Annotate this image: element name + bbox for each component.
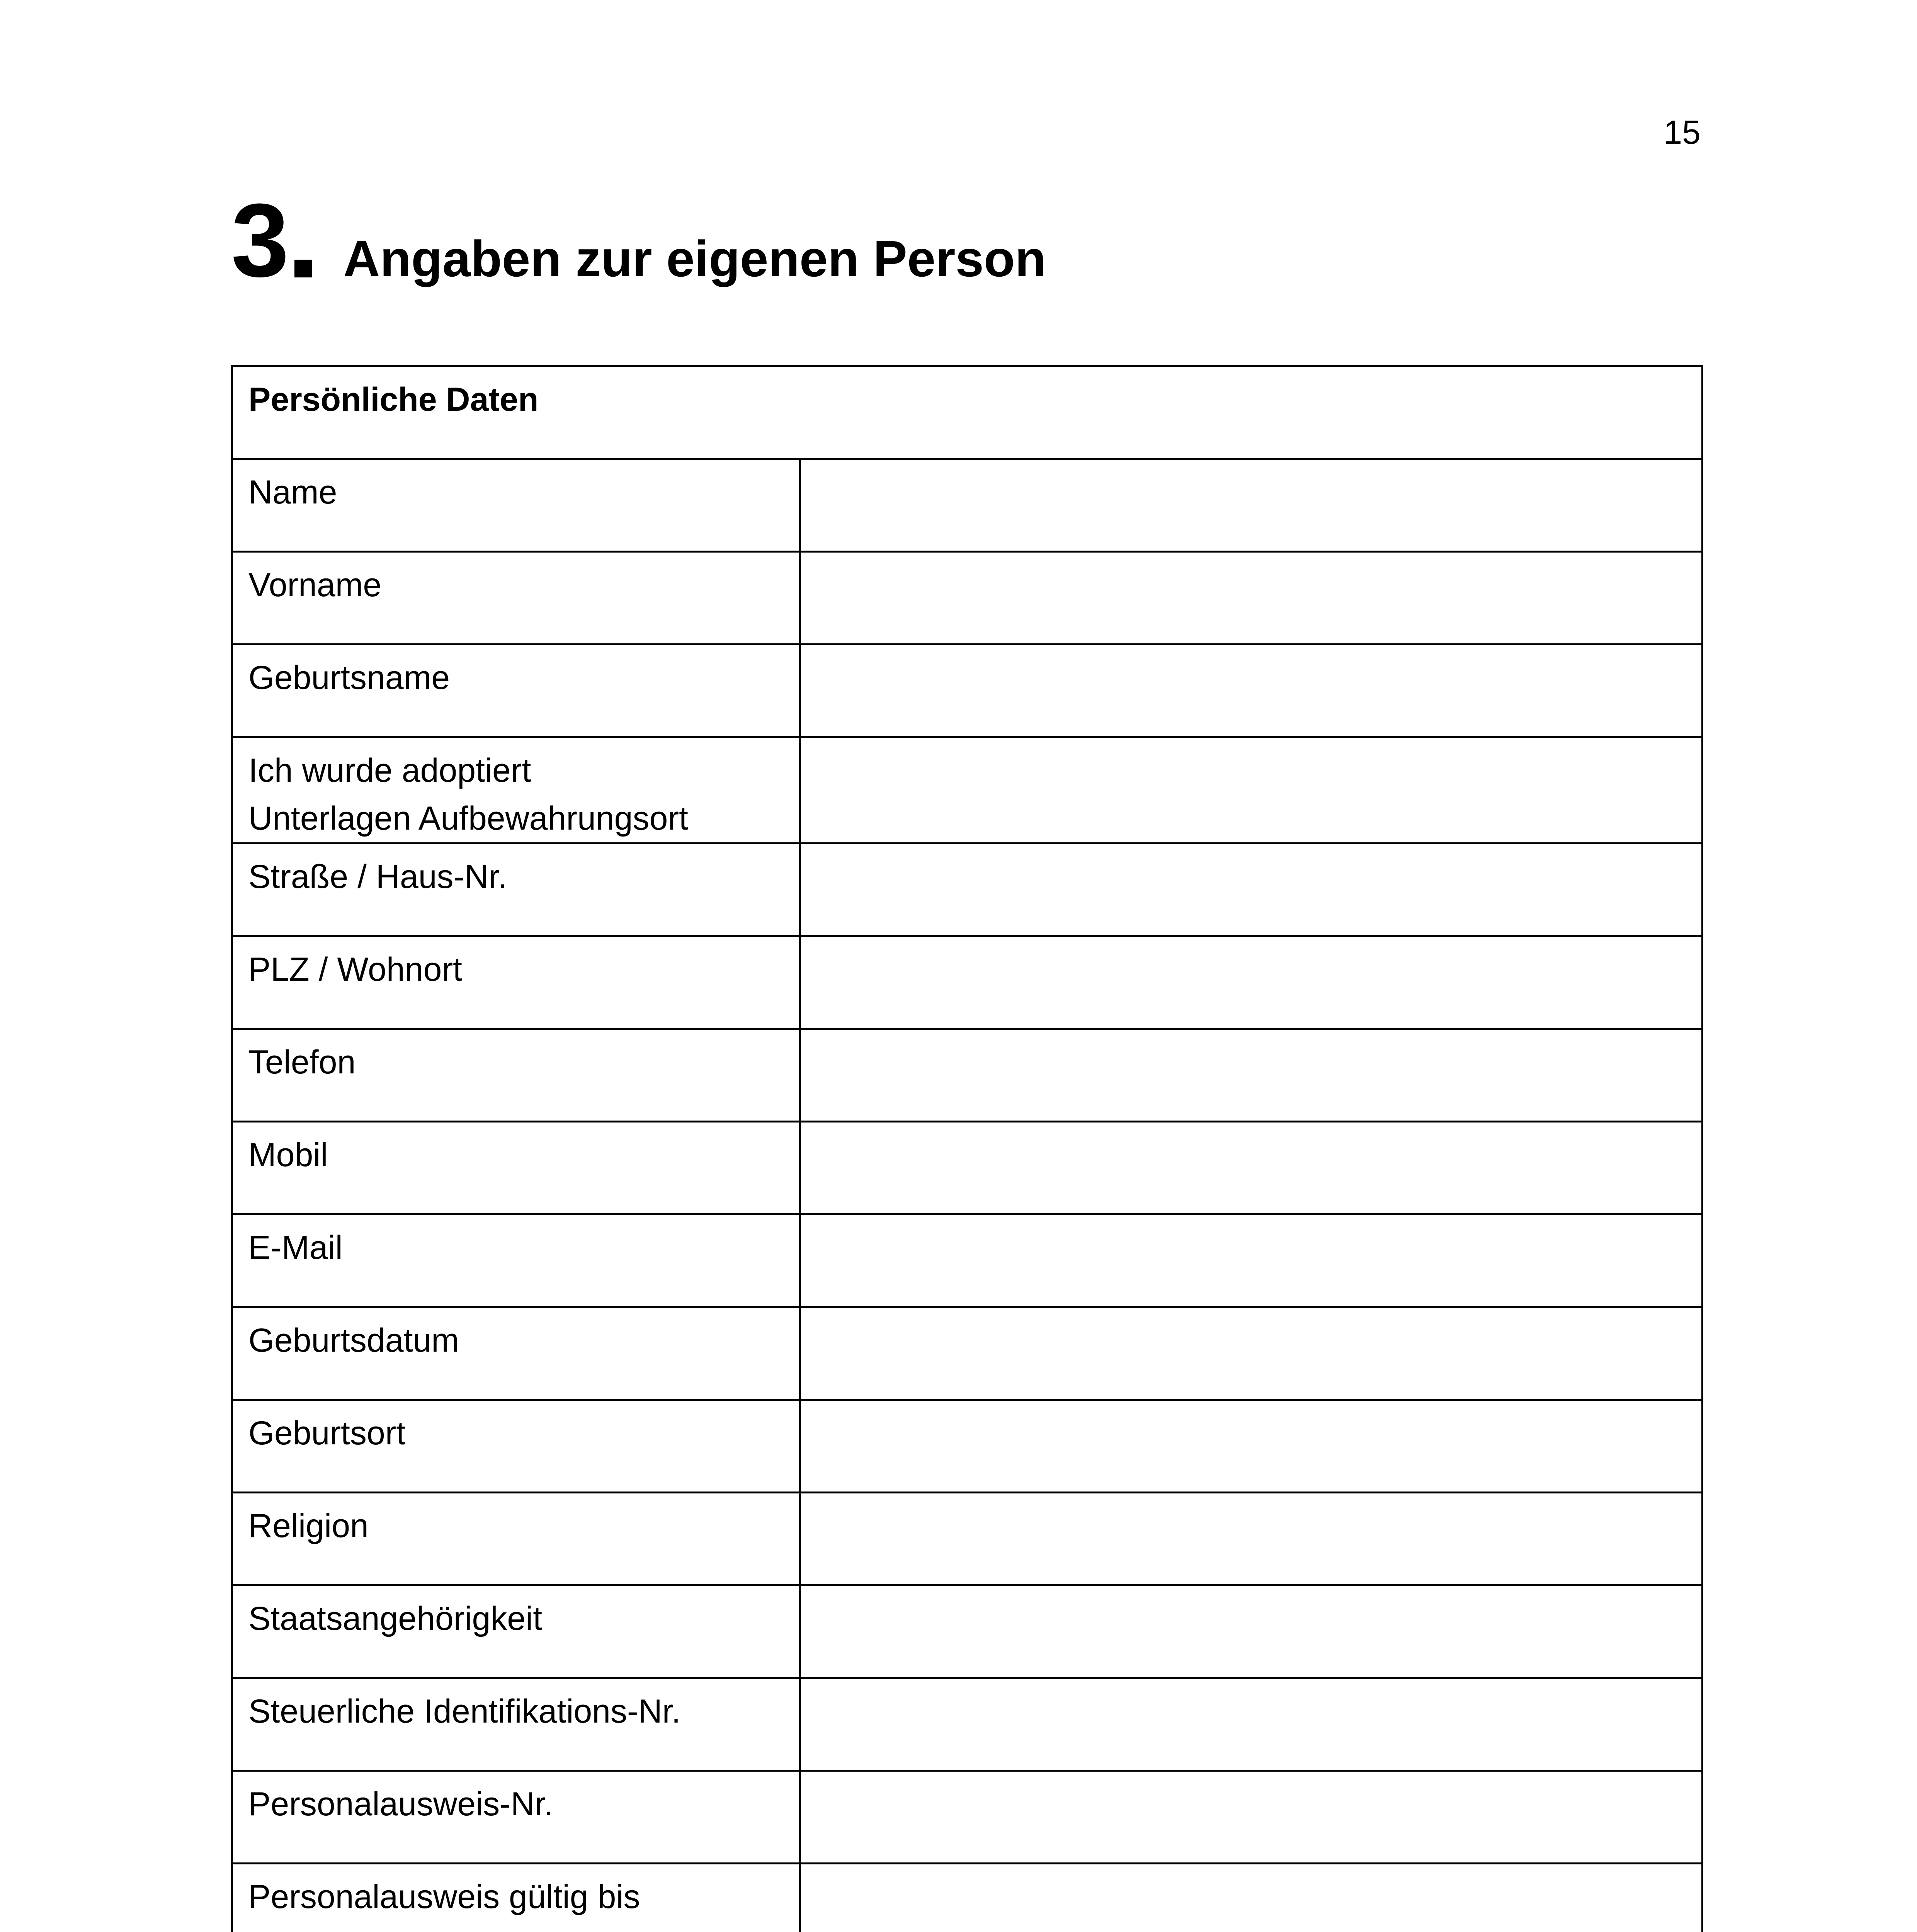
field-label-line: Ich wurde adoptiert xyxy=(248,752,531,789)
page-number: 15 xyxy=(1664,114,1701,151)
field-label xyxy=(232,1585,800,1678)
field-label-line: Straße / Haus-Nr. xyxy=(248,858,507,895)
field-value-cell[interactable] xyxy=(800,1122,1703,1214)
field-label xyxy=(232,1771,800,1864)
field-label xyxy=(232,1678,800,1771)
field-label xyxy=(232,1029,800,1122)
field-label xyxy=(232,1400,800,1493)
table-row xyxy=(232,1307,1703,1400)
table-row xyxy=(232,1864,1703,1932)
field-label-line: Personalausweis-Nr. xyxy=(248,1786,553,1823)
field-label-line: Geburtsname xyxy=(248,659,450,696)
field-value-cell[interactable] xyxy=(800,1864,1703,1932)
table-row xyxy=(232,552,1703,645)
table-row xyxy=(232,459,1703,552)
field-value-cell[interactable] xyxy=(800,1029,1703,1122)
section-number-dot xyxy=(294,260,312,277)
table-row xyxy=(232,1400,1703,1493)
field-value-cell[interactable] xyxy=(800,1307,1703,1400)
field-label-line: Personalausweis gültig bis xyxy=(248,1878,640,1915)
field-value-cell[interactable] xyxy=(800,1493,1703,1585)
field-label-line: Religion xyxy=(248,1507,369,1544)
personal-data-table xyxy=(231,365,1703,1932)
field-value-cell[interactable] xyxy=(800,459,1703,552)
field-label xyxy=(232,1864,800,1932)
field-value-cell[interactable] xyxy=(800,552,1703,645)
field-label xyxy=(232,645,800,737)
section-number: 3 xyxy=(231,182,289,299)
table-row xyxy=(232,1214,1703,1307)
field-label xyxy=(232,552,800,645)
field-label xyxy=(232,737,800,844)
field-label-line: Geburtsdatum xyxy=(248,1322,459,1359)
table-section-title: Persönliche Daten xyxy=(232,366,1703,459)
field-label-line: Unterlagen Aufbewahrungsort xyxy=(248,800,688,837)
field-label-line: Steuerliche Identifikations-Nr. xyxy=(248,1693,681,1730)
field-value-cell[interactable] xyxy=(800,645,1703,737)
table-row xyxy=(232,844,1703,936)
field-label-line: Staatsangehörigkeit xyxy=(248,1600,543,1637)
section-title: Angaben zur eigenen Person xyxy=(343,230,1046,287)
field-value-cell[interactable] xyxy=(800,844,1703,936)
field-label-line: PLZ / Wohnort xyxy=(248,951,462,988)
field-label-line: E-Mail xyxy=(248,1229,343,1266)
field-label-line: Vorname xyxy=(248,566,382,604)
field-label xyxy=(232,844,800,936)
field-label xyxy=(232,1307,800,1400)
table-row xyxy=(232,737,1703,844)
table-header-row xyxy=(232,366,1703,459)
field-value-cell[interactable] xyxy=(800,1214,1703,1307)
table-row xyxy=(232,1678,1703,1771)
field-value-cell[interactable] xyxy=(800,936,1703,1029)
table-row xyxy=(232,936,1703,1029)
field-label-line: Telefon xyxy=(248,1044,356,1081)
field-label-line: Mobil xyxy=(248,1136,328,1173)
field-label xyxy=(232,936,800,1029)
field-label-line: Name xyxy=(248,474,337,511)
table-row xyxy=(232,1771,1703,1864)
field-value-cell[interactable] xyxy=(800,1400,1703,1493)
field-value-cell[interactable] xyxy=(800,1678,1703,1771)
table-row xyxy=(232,645,1703,737)
section-heading xyxy=(231,182,1046,299)
table-row xyxy=(232,1122,1703,1214)
field-label xyxy=(232,1214,800,1307)
field-label-line: Geburtsort xyxy=(248,1415,406,1452)
field-value-cell[interactable] xyxy=(800,737,1703,844)
table-row xyxy=(232,1493,1703,1585)
field-label xyxy=(232,459,800,552)
field-label xyxy=(232,1122,800,1214)
table-row xyxy=(232,1585,1703,1678)
field-value-cell[interactable] xyxy=(800,1585,1703,1678)
table-row xyxy=(232,1029,1703,1122)
field-label xyxy=(232,1493,800,1585)
field-value-cell[interactable] xyxy=(800,1771,1703,1864)
